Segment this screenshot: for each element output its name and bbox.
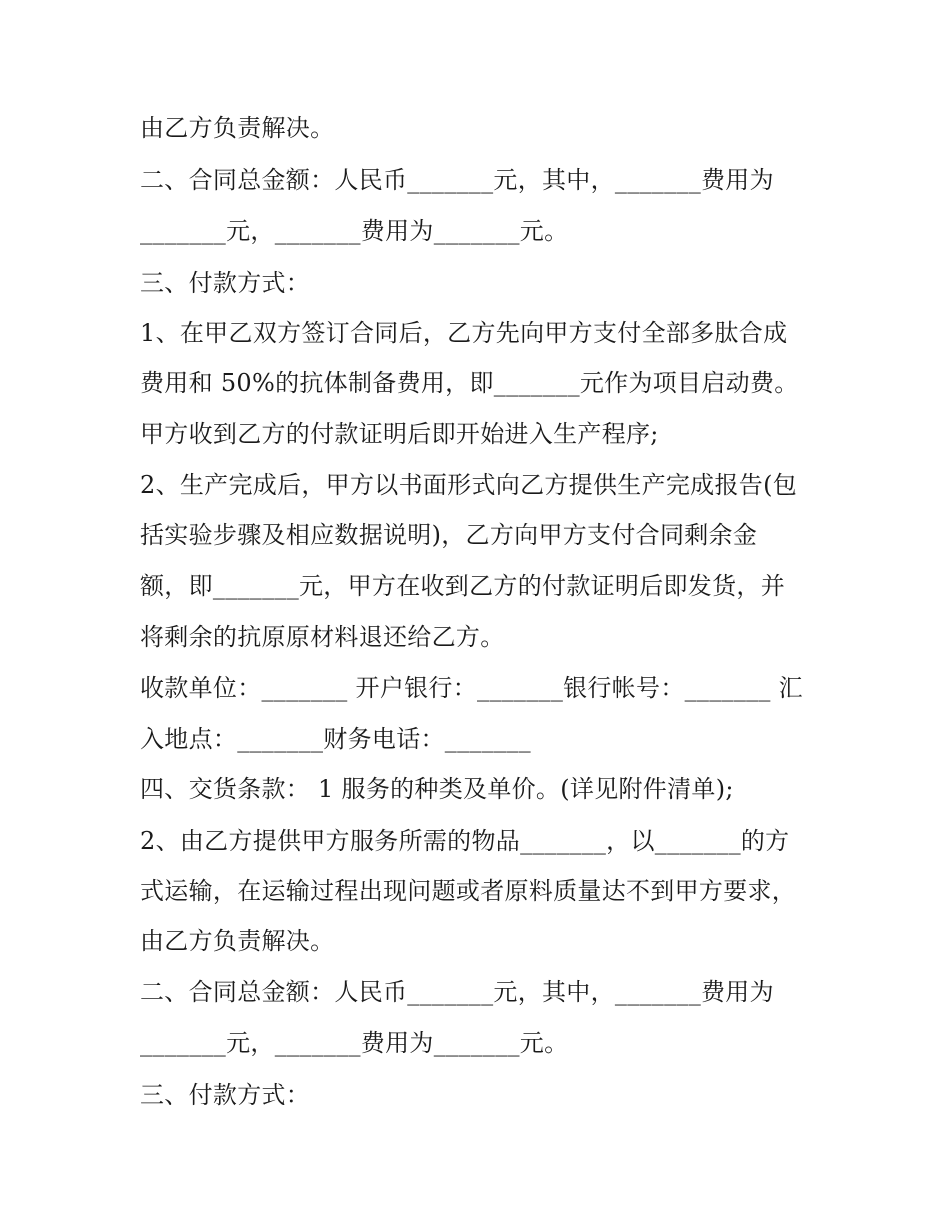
text-line-17: 由乙方负责解决。 bbox=[140, 927, 335, 955]
text-line-7: 甲方收到乙方的付款证明后即开始进入生产程序; bbox=[140, 420, 659, 448]
text-line-13: 入地点：_______财务电话：_______ bbox=[140, 725, 531, 753]
text-line-2: 二、合同总金额：人民币_______元，其中，_______费用为 bbox=[140, 166, 774, 194]
text-line-18: 二、合同总金额：人民币_______元，其中，_______费用为 bbox=[140, 978, 774, 1006]
text-line-19: _______元，_______费用为_______元。 bbox=[140, 1029, 569, 1057]
text-line-12: 收款单位：_______ 开户银行：_______银行帐号：_______ 汇 bbox=[140, 674, 803, 702]
text-line-16: 式运输，在运输过程出现问题或者原料质量达不到甲方要求， bbox=[140, 877, 797, 905]
text-line-1: 由乙方负责解决。 bbox=[140, 114, 335, 142]
text-line-11: 将剩余的抗原原材料退还给乙方。 bbox=[140, 623, 505, 651]
text-line-10: 额，即_______元，甲方在收到乙方的付款证明后即发货，并 bbox=[140, 572, 785, 600]
text-line-14: 四、交货条款： 1 服务的种类及单价。(详见附件清单); bbox=[140, 775, 734, 803]
text-line-15: 2、由乙方提供甲方服务所需的物品_______，以_______的方 bbox=[140, 827, 790, 855]
text-line-20: 三、付款方式： bbox=[140, 1081, 311, 1109]
text-line-8: 2、生产完成后，甲方以书面形式向乙方提供生产完成报告(包 bbox=[140, 471, 798, 499]
text-line-9: 括实验步骤及相应数据说明)，乙方向甲方支付合同剩余金 bbox=[140, 521, 758, 549]
text-line-4: 三、付款方式： bbox=[140, 269, 311, 297]
text-line-5: 1、在甲乙双方签订合同后，乙方先向甲方支付全部多肽合成 bbox=[140, 319, 788, 347]
text-line-3: _______元，_______费用为_______元。 bbox=[140, 217, 569, 245]
text-line-6: 费用和 50%的抗体制备费用，即_______元作为项目启动费。 bbox=[140, 369, 799, 397]
